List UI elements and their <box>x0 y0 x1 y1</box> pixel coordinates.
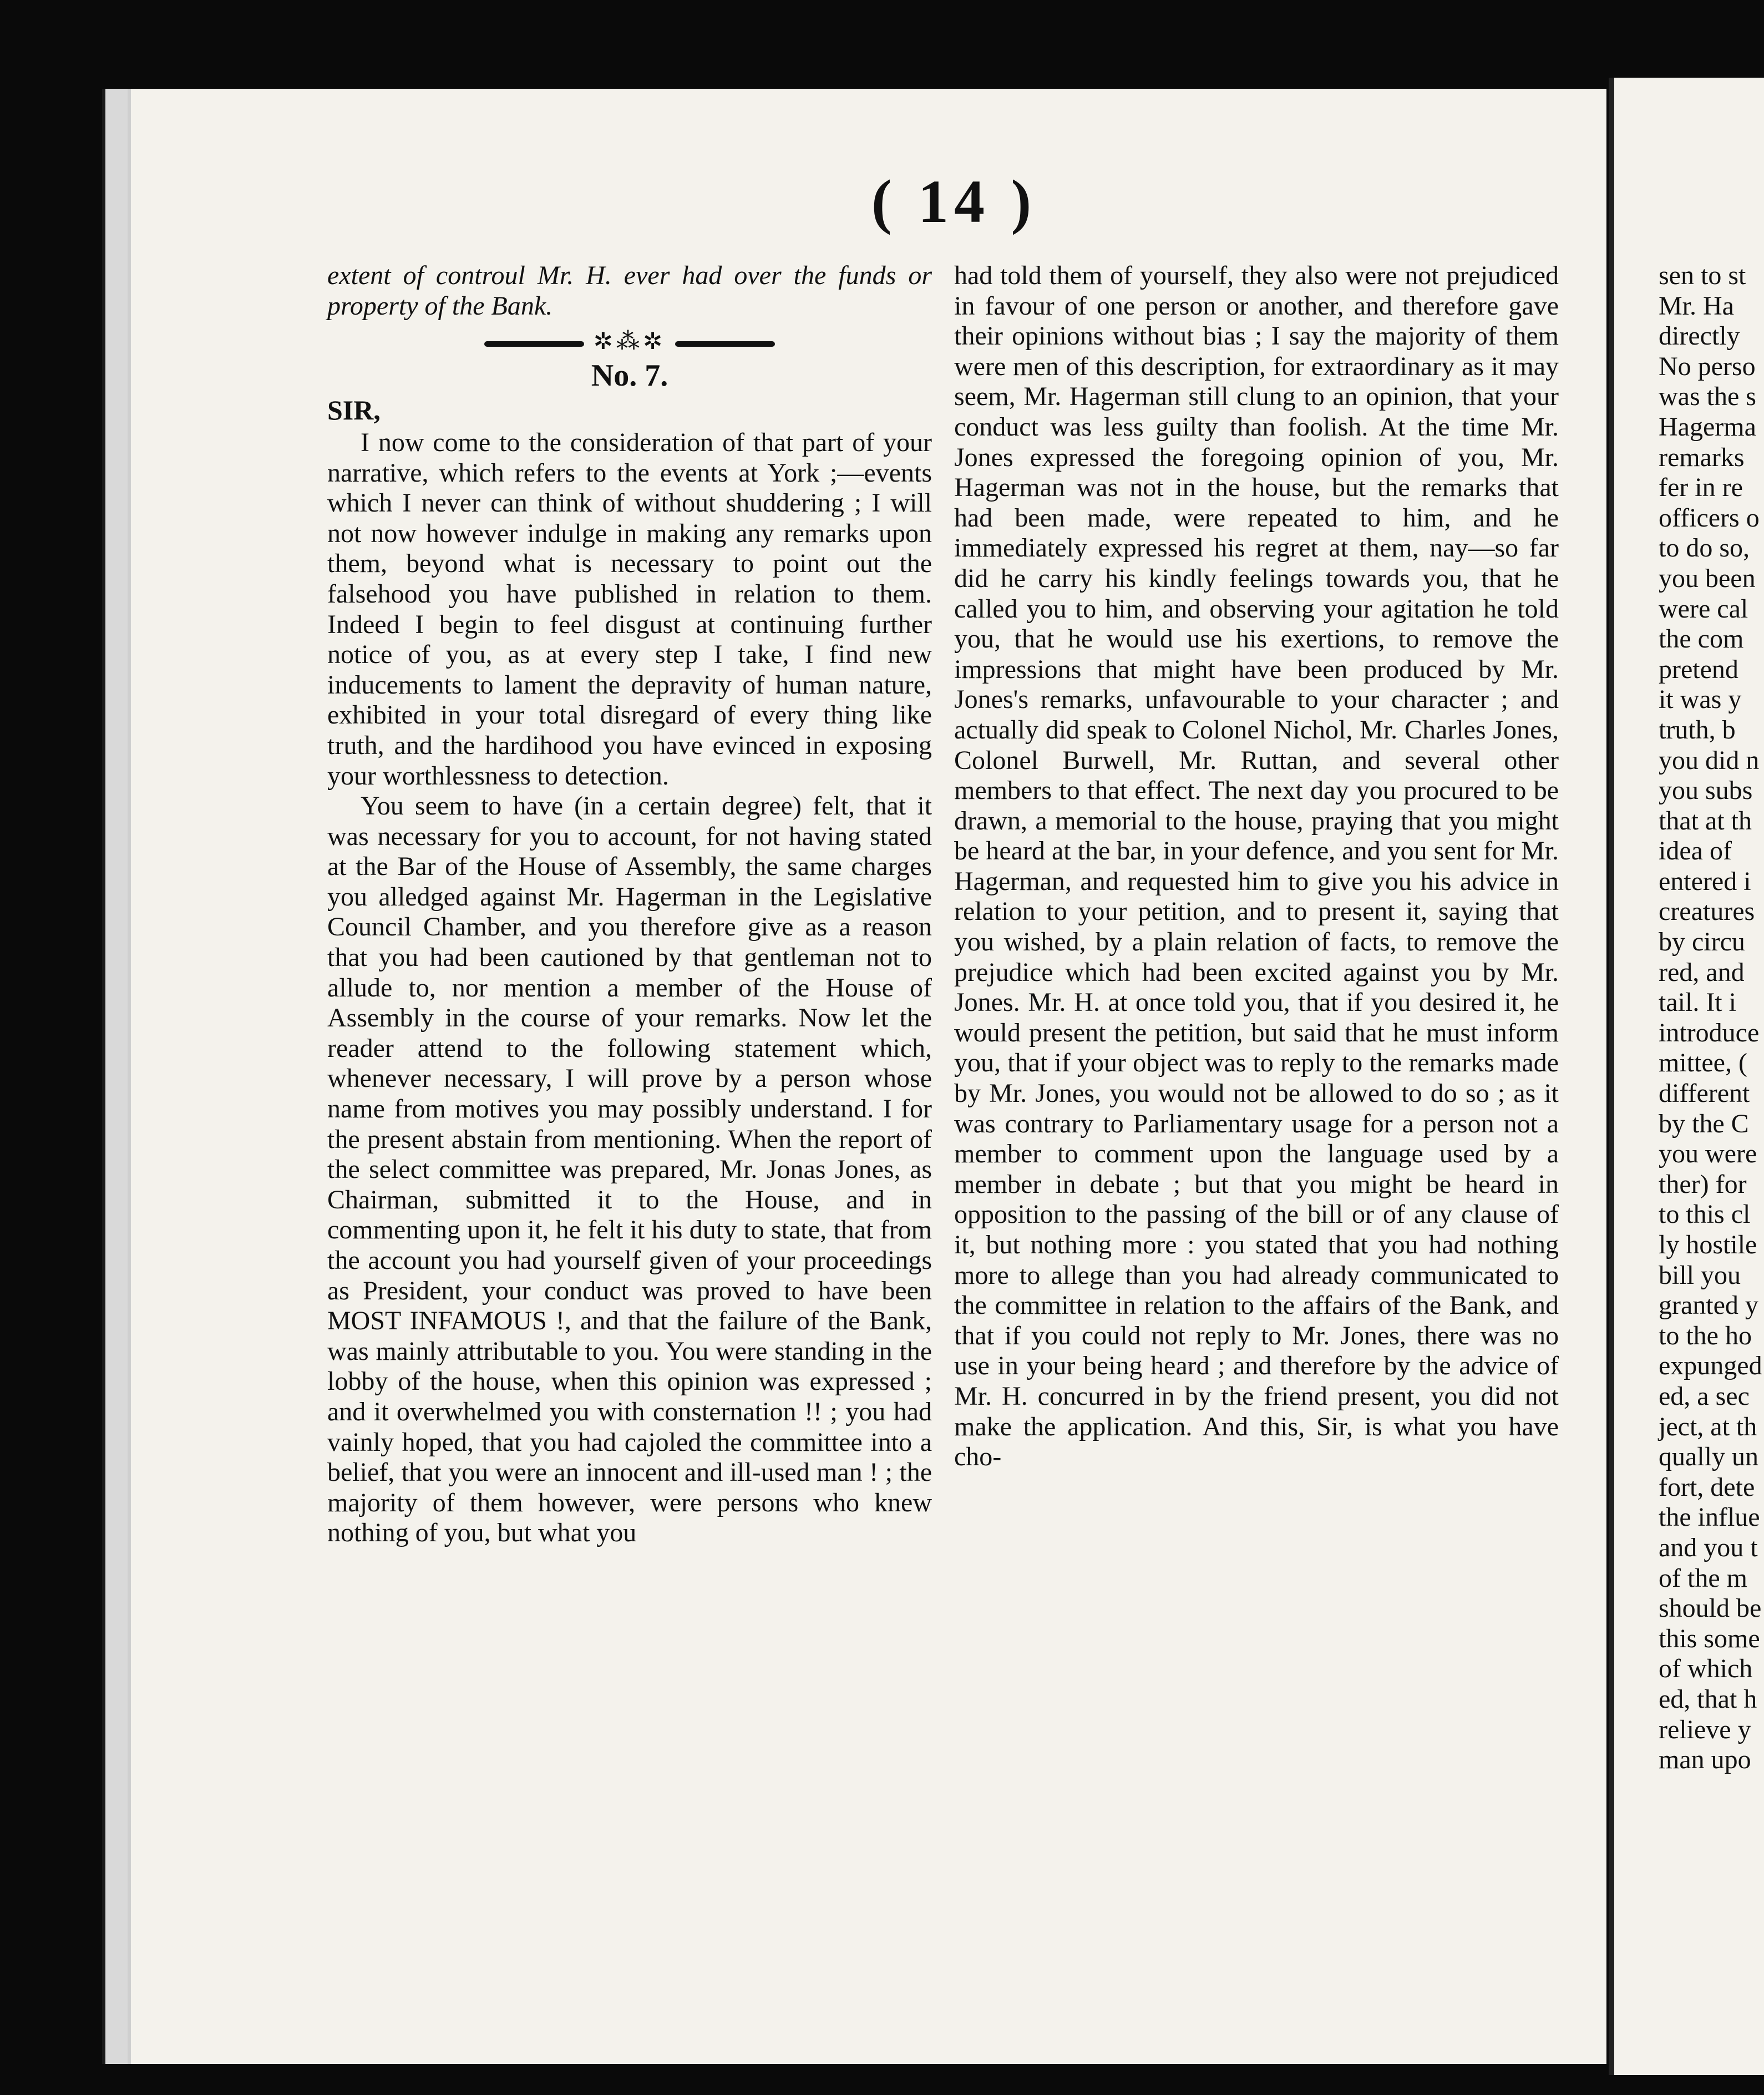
facing-page-line: ed, that h <box>1659 1684 1757 1714</box>
facing-page-line: tail. It i <box>1659 988 1736 1018</box>
facing-page-line: bill you <box>1659 1260 1741 1290</box>
facing-page-line: creatures <box>1659 897 1755 927</box>
facing-page-line: you did n <box>1659 745 1760 775</box>
facing-page-line: it was y <box>1659 685 1742 715</box>
facing-page-line: pretend <box>1659 654 1738 684</box>
facing-page-line: you were <box>1659 1139 1757 1169</box>
facing-page-line: directly <box>1659 321 1740 351</box>
section-ornament <box>327 327 932 357</box>
facing-page-line: ther) for <box>1659 1169 1747 1199</box>
facing-page-line: red, and <box>1659 957 1745 987</box>
facing-page-line: were cal <box>1659 594 1748 624</box>
facing-page-line: relieve y <box>1659 1714 1751 1744</box>
facing-page-line: different <box>1659 1079 1750 1109</box>
salutation: SIR, <box>327 394 381 426</box>
facing-page-line: of which <box>1659 1654 1753 1684</box>
facing-page-line: this some <box>1659 1623 1760 1653</box>
left-column <box>327 261 932 1549</box>
page-number: ( 14 ) <box>871 168 1037 235</box>
ornament-bar-right <box>675 341 775 347</box>
facing-page-line: was the s <box>1659 382 1756 412</box>
facing-page-line: entered i <box>1659 866 1751 896</box>
facing-page-text <box>1659 261 1764 1775</box>
facing-page-line: idea of <box>1659 836 1732 866</box>
right-column <box>954 261 1559 1472</box>
facing-page-line: of the m <box>1659 1563 1747 1593</box>
facing-page-line: introduce <box>1659 1018 1760 1048</box>
facing-page-line: mittee, ( <box>1659 1048 1747 1078</box>
paragraph-2: You seem to have (in a certain degree) felt, that it was necessary for you to account, for not having stated at the Bar of the House of Assembly, the same charges you alledged against Mr. Hagerman in the Legislative Council Chamber, and you therefore give as a reason that you had been cautioned by that gentleman not to allude to, nor mention a member of the House of Assembly in the course of your remarks. Now let the reader attend to the following statement which, whenever necessary, I will prove by a person whose name from motives you may possibly understand. I for the present abstain from mentioning. When the report of the select committee was prepared, Mr. Jonas Jones, as Chairman, submitted it to the House, and in commenting upon it, he felt it his duty to state, that from the account you had yourself given of your proceedings as President, your conduct was proved to have been MOST INFAMOUS !, and that the failure of the Bank, was mainly attributable to you. You were standing in the lobby of the house, when this opinion was expressed ; and it overwhelmed you with consternation !! ; you had vainly hoped, that you had cajoled the committee into a belief, that you were an innocent and ill-used man ! ; the majority of them however, were persons who knew nothing of you, but what you <box>327 791 932 1548</box>
facing-page-line: remarks <box>1659 442 1745 472</box>
ornament-glyphs: ✲⁂✲ <box>593 329 666 355</box>
facing-page-line: granted y <box>1659 1291 1758 1320</box>
paragraph-1: I now come to the consideration of that part of your narrative, which refers to the events at York ;—events which I never can think of without shuddering ; I will not now however indulge in making any remarks upon them, beyond what is necessary to point out the falsehood you have published in relation to them. Indeed I begin to feel disgust at continuing further notice of you, as at every step I take, I find new inducements to lament the depravity of human nature, exhibited in your total disregard of every thing like truth, and the hardihood you have evinced in exposing your worthlessness to detection. <box>327 427 932 791</box>
facing-page-line: fort, dete <box>1659 1472 1755 1502</box>
facing-page-line: by circu <box>1659 927 1745 957</box>
facing-page-line: the com <box>1659 624 1744 654</box>
facing-page-line: No perso <box>1659 351 1756 381</box>
facing-page-line: sen to st <box>1659 261 1746 290</box>
facing-page-line: man upo <box>1659 1745 1751 1775</box>
facing-page-line: ed, a sec <box>1659 1381 1750 1411</box>
facing-page-line: by the C <box>1659 1109 1749 1138</box>
facing-page-line: the influe <box>1659 1502 1760 1532</box>
facing-page-line: ly hostile <box>1659 1230 1757 1259</box>
facing-page-line: officers o <box>1659 503 1760 533</box>
ornament-bar-left <box>484 341 584 347</box>
facing-page-line: you subs <box>1659 776 1753 806</box>
paragraph-continued: had told them of yourself, they also were not prejudiced in favour of one person or another, and therefore gave their opinions without bias ; I say the majority of them were men of this description, for extraordinary as it may seem, Mr. Hagerman still clung to an opinion, that your conduct was less guilty than foolish. At the time Mr. Jones expressed the foregoing opinion of you, Mr. Hagerman was not in the house, but the remarks that had been made, were repeated to him, and he immediately expressed his regret at them, nay—so far did he carry his kindly feelings towards you, that he called you to him, and observing your agitation he told you, that he would use his exertions, to remove the impressions that might have been produced by Mr. Jones's remarks, unfavourable to your character ; and actually did speak to Colonel Nichol, Mr. Charles Jones, Colonel Burwell, Mr. Ruttan, and several other members to that effect. The next day you procured to be drawn, a memorial to the house, praying that you might be heard at the bar, in your defence, and you sent for Mr. Hagerman, and requested him to give you his advice in relation to your petition, and to present it, saying that you wished, by a plain relation of facts, to remove the prejudice which had been excited against you by Mr. Jones. Mr. H. at once told you, that if you desired it, he would present the petition, but said that he must inform you, that if your object was to reply to the remarks made by Mr. Jones, you would not be allowed to do so ; as it was contrary to Parliamentary usage for a person not a member to comment upon the language used by a member in debate ; but that you might be heard in opposition to the passing of the bill or of any clause of it, but nothing more : you stated that you had nothing more to allege than you had already communicated to the committee in relation to the affairs of the Bank, and that if you could not reply to Mr. Jones, there was no use in your being heard ; and therefore by the advice of Mr. H. concurred in by the friend present, you did not make the application. And this, Sir, is what you have cho- <box>954 261 1559 1472</box>
intro-line: extent of controul Mr. H. ever had over the funds or property of the Bank. <box>327 261 932 321</box>
section-heading: No. 7. <box>591 358 668 393</box>
facing-page-line: that at th <box>1659 806 1752 836</box>
facing-page-line: to do so, <box>1659 533 1750 563</box>
facing-page-line: fer in re <box>1659 473 1743 503</box>
facing-page-line: and you t <box>1659 1532 1758 1562</box>
facing-page-line: ject, at th <box>1659 1411 1757 1441</box>
facing-page-line: should be <box>1659 1593 1762 1623</box>
facing-page-line: expunged <box>1659 1351 1762 1381</box>
facing-page-line: truth, b <box>1659 715 1736 745</box>
facing-page-line: to the ho <box>1659 1320 1752 1350</box>
facing-page-line: Mr. Ha <box>1659 291 1734 321</box>
facing-page-line: to this cl <box>1659 1200 1751 1229</box>
facing-page-line: qually un <box>1659 1442 1758 1472</box>
facing-page-line: you been <box>1659 563 1756 593</box>
facing-page-line: Hagerma <box>1659 412 1756 442</box>
